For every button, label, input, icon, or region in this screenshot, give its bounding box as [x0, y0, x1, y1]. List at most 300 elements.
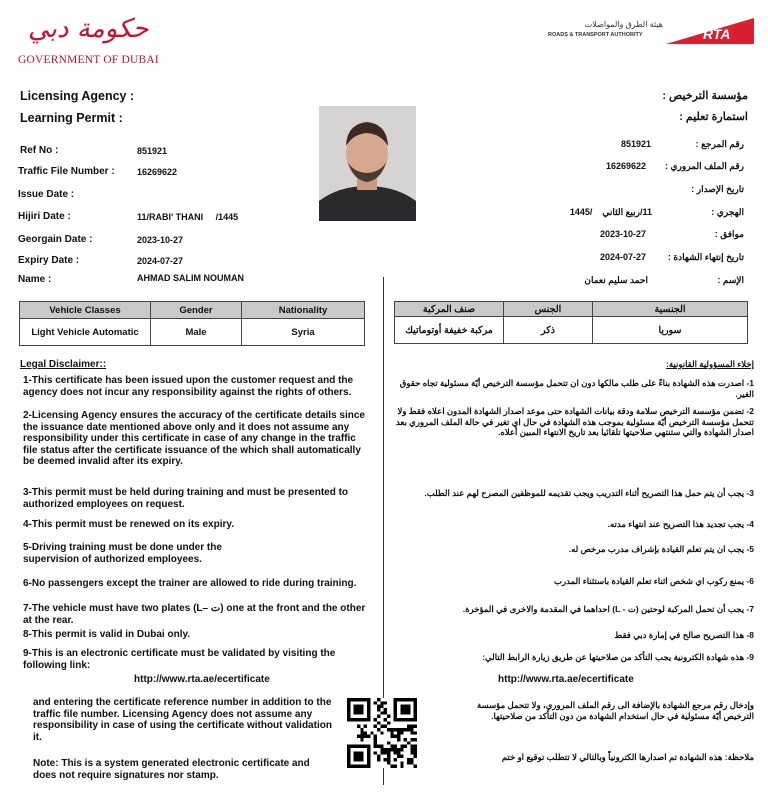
- th-vehicle-class-ar: صنف المركبة: [395, 302, 504, 317]
- rta-english-name: ROADS & TRANSPORT AUTHORITY: [548, 32, 643, 38]
- qr-module: [400, 765, 403, 768]
- disclaimer-item-3: [23, 487, 368, 510]
- disclaimer-item-2: [23, 410, 373, 468]
- qr-module: [410, 761, 413, 764]
- td-vehicle-class: Light Vehicle Automatic: [20, 319, 151, 346]
- qr-module: [414, 711, 417, 714]
- qr-module: [400, 705, 403, 708]
- qr-module: [387, 741, 390, 744]
- qr-module: [410, 738, 413, 741]
- holder-photo: [319, 106, 416, 221]
- qr-module: [347, 751, 350, 754]
- qr-module: [384, 701, 387, 704]
- qr-module: [357, 711, 360, 714]
- qr-module: [414, 715, 417, 718]
- qr-module: [400, 718, 403, 721]
- qr-module: [414, 705, 417, 708]
- disclaimer-item-7: [23, 603, 373, 626]
- qr-module: [360, 705, 363, 708]
- qr-module: [377, 705, 380, 708]
- disclaimer-ar-item-7: 7- يجب أن تحمل المركبة لوحتين (ت - L) احداهما في المقدمة والاخرى في المؤخرة.: [462, 604, 754, 614]
- qr-module: [407, 725, 410, 728]
- item-text: No passengers except the trainer are allowed to ride during training.: [31, 578, 357, 589]
- qr-module: [390, 731, 393, 734]
- qr-module: [354, 765, 357, 768]
- qr-module: [407, 741, 410, 744]
- disclaimer-title: Legal Disclaimer::: [20, 359, 107, 370]
- qr-module: [377, 745, 380, 748]
- qr-module: [394, 708, 397, 711]
- item-number: 8-: [23, 629, 32, 640]
- qr-module: [357, 758, 360, 761]
- qr-module: [414, 745, 417, 748]
- qr-module: [390, 728, 393, 731]
- qr-module: [410, 748, 413, 751]
- qr-module: [374, 701, 377, 704]
- person-photo-icon: [319, 106, 416, 221]
- learning-permit-label-ar: استمارة تعليم :: [679, 111, 748, 123]
- qr-module: [414, 751, 417, 754]
- item-text: This is an electronic certificate must be validated by visiting the following link:: [23, 648, 336, 671]
- disclaimer-ar-item-2: 2- تضمن مؤسسة الترخيص سلامة ودقة بيانات الشهادة حتى موعد اصدار الشهادة المدون اعلاه فقط ولا تتحمل مؤسسة الترخيص أيّة مسئولية بموجب هذه الشهادة في حال اي تغير في حالة الملف المروري بعد اصدار الشهادة والتي ستنتهي صلاحيتها تلقائيا بعد تاريخ الانتهاء المبين أعلاه.: [395, 406, 754, 437]
- item-number: 1-: [23, 375, 32, 386]
- qr-module: [347, 765, 350, 768]
- qr-module: [360, 731, 363, 734]
- item-number: 6-: [23, 578, 32, 589]
- expiry-date-label: Expiry Date :: [18, 255, 80, 266]
- qr-module: [390, 748, 393, 751]
- qr-module: [397, 735, 400, 738]
- qr-module: [414, 701, 417, 704]
- qr-module: [387, 721, 390, 724]
- qr-module: [360, 758, 363, 761]
- item-text: This permit is valid in Dubai only.: [31, 629, 191, 640]
- qr-module: [347, 745, 350, 748]
- td-nationality-ar: سوريا: [593, 317, 748, 344]
- qr-module: [367, 705, 370, 708]
- qr-module: [384, 748, 387, 751]
- qr-module: [414, 708, 417, 711]
- qr-module: [374, 725, 377, 728]
- qr-module: [367, 745, 370, 748]
- qr-module: [390, 735, 393, 738]
- qr-module: [407, 708, 410, 711]
- th-nationality-ar: الجنسية: [593, 302, 748, 317]
- qr-module: [364, 718, 367, 721]
- qr-module: [357, 705, 360, 708]
- qr-module: [360, 708, 363, 711]
- qr-module: [374, 745, 377, 748]
- qr-module: [394, 698, 397, 701]
- qr-module: [404, 728, 407, 731]
- qr-module: [380, 748, 383, 751]
- qr-module: [377, 721, 380, 724]
- qr-module: [394, 765, 397, 768]
- qr-module: [394, 751, 397, 754]
- disclaimer-item-6: [23, 578, 368, 590]
- disclaimer-ar-item-3: 3- يجب أن يتم حمل هذا التصريح أثناء التدريب ويجب تقديمه للموظفين المصرح لهم عند الطلب.: [424, 488, 754, 498]
- qr-module: [347, 718, 350, 721]
- qr-module: [367, 765, 370, 768]
- qr-module: [364, 731, 367, 734]
- qr-module: [407, 758, 410, 761]
- qr-module: [364, 698, 367, 701]
- disclaimer-title-ar: إخلاء المسؤولية القانونية:: [666, 359, 754, 369]
- qr-module: [384, 708, 387, 711]
- qr-module: [354, 708, 357, 711]
- qr-module: [374, 738, 377, 741]
- qr-module: [400, 755, 403, 758]
- qr-module: [360, 698, 363, 701]
- qr-module: [404, 711, 407, 714]
- qr-module: [400, 745, 403, 748]
- qr-module: [354, 758, 357, 761]
- traffic-file-value: 16269622: [137, 167, 178, 177]
- qr-module: [360, 718, 363, 721]
- traffic-file-value-ar: 16269622: [606, 161, 647, 171]
- disclaimer-footer-ar: وإدخال رقم مرجع الشهادة بالإضافة الى رقم الملف المروري، ولا تتحمل مؤسسة الترخيص أيّة مسئولية في حال استخدام الشهادة من دون التأكد من صلاحيتها.: [476, 700, 754, 721]
- qr-module: [414, 725, 417, 728]
- qr-module: [377, 758, 380, 761]
- name-label-ar: الإسم :: [717, 275, 744, 285]
- licensing-agency-label: Licensing Agency :: [20, 89, 135, 103]
- disclaimer-ar-item-5: 5- يجب ان يتم تعلم القيادة بإشراف مدرب مرخص له.: [568, 544, 754, 554]
- disclaimer-note-ar: ملاحظة: هذه الشهادة تم اصدارها الكترونياً وبالتالي لا تتطلب توقيع او ختم: [501, 752, 754, 762]
- qr-module: [367, 698, 370, 701]
- qr-module: [367, 755, 370, 758]
- qr-module: [367, 761, 370, 764]
- qr-module: [394, 711, 397, 714]
- qr-module: [400, 748, 403, 751]
- td-vehicle-class-ar: مركبة خفيفة أوتوماتيك: [395, 317, 504, 344]
- disclaimer-ar-item-8: 8- هذا التصريح صالح في إمارة دبي فقط: [614, 630, 754, 640]
- qr-module: [347, 761, 350, 764]
- rta-logo-text: RTA: [703, 26, 731, 42]
- qr-module: [394, 728, 397, 731]
- qr-module: [354, 711, 357, 714]
- qr-module: [404, 698, 407, 701]
- qr-code-icon: [347, 698, 417, 768]
- qr-module: [414, 738, 417, 741]
- qr-module: [400, 711, 403, 714]
- qr-module: [400, 708, 403, 711]
- qr-module: [397, 728, 400, 731]
- qr-module: [407, 705, 410, 708]
- qr-module: [350, 765, 353, 768]
- qr-module: [394, 718, 397, 721]
- ref-no-value-ar: 851921: [621, 139, 652, 149]
- qr-module: [410, 718, 413, 721]
- qr-module: [347, 698, 350, 701]
- qr-module: [384, 751, 387, 754]
- qr-module: [377, 728, 380, 731]
- item-text: Driving training must be done under the supervision of authorized employees.: [23, 542, 222, 565]
- qr-module: [407, 718, 410, 721]
- qr-module: [377, 715, 380, 718]
- qr-module: [394, 715, 397, 718]
- th-vehicle-classes: Vehicle Classes: [20, 302, 151, 319]
- qr-module: [357, 765, 360, 768]
- th-gender: Gender: [151, 302, 242, 319]
- qr-module: [354, 718, 357, 721]
- qr-module: [367, 758, 370, 761]
- qr-module: [414, 698, 417, 701]
- qr-module: [374, 718, 377, 721]
- qr-module: [400, 761, 403, 764]
- qr-module: [407, 698, 410, 701]
- qr-module: [364, 745, 367, 748]
- traffic-file-label: Traffic File Number :: [18, 166, 115, 177]
- licensing-agency-label-ar: مؤسسة الترخيص :: [662, 90, 748, 102]
- qr-module: [384, 758, 387, 761]
- qr-module: [354, 698, 357, 701]
- qr-module: [350, 698, 353, 701]
- qr-module: [390, 765, 393, 768]
- td-gender-ar: ذكر: [504, 317, 593, 344]
- ref-no-label: Ref No :: [20, 145, 59, 156]
- name-label: Name :: [18, 274, 52, 285]
- qr-module: [387, 728, 390, 731]
- qr-module: [357, 755, 360, 758]
- th-gender-ar: الجنس: [504, 302, 593, 317]
- qr-module: [360, 751, 363, 754]
- qr-module: [380, 725, 383, 728]
- qr-module: [410, 731, 413, 734]
- qr-module: [377, 698, 380, 701]
- qr-module: [367, 708, 370, 711]
- ref-no-value: 851921: [137, 146, 168, 156]
- georgain-date-label: Georgain Date :: [18, 234, 93, 245]
- qr-module: [367, 751, 370, 754]
- qr-module: [400, 698, 403, 701]
- qr-module: [410, 758, 413, 761]
- gov-name: GOVERNMENT OF DUBAI: [18, 54, 159, 66]
- qr-module: [364, 765, 367, 768]
- qr-module: [387, 761, 390, 764]
- disclaimer-item-8: [23, 629, 368, 641]
- qr-module: [414, 718, 417, 721]
- qr-module: [407, 728, 410, 731]
- qr-module: [347, 708, 350, 711]
- qr-module: [360, 711, 363, 714]
- qr-module: [380, 701, 383, 704]
- qr-module: [387, 755, 390, 758]
- qr-module: [390, 745, 393, 748]
- qr-module: [377, 708, 380, 711]
- ecertificate-link-en[interactable]: http://www.rta.ae/ecertificate: [134, 674, 270, 685]
- expiry-date-value: 2024-07-27: [137, 256, 184, 266]
- qr-module: [387, 751, 390, 754]
- ref-no-label-ar: رقم المرجع :: [695, 139, 744, 149]
- qr-module: [397, 731, 400, 734]
- qr-module: [357, 745, 360, 748]
- qr-module: [387, 715, 390, 718]
- issue-date-label-ar: تاريخ الإصدار :: [691, 184, 744, 194]
- qr-module: [404, 718, 407, 721]
- traffic-file-label-ar: رقم الملف المروري :: [664, 161, 744, 171]
- td-nationality: Syria: [242, 319, 365, 346]
- hijiri-date-label: Hijiri Date :: [18, 211, 71, 222]
- qr-module: [364, 725, 367, 728]
- qr-module: [367, 711, 370, 714]
- qr-module: [347, 715, 350, 718]
- qr-module: [370, 731, 373, 734]
- qr-module: [374, 741, 377, 744]
- qr-module: [410, 728, 413, 731]
- disclaimer-item-1: [23, 375, 368, 398]
- th-nationality: Nationality: [242, 302, 365, 319]
- item-text: This permit must be held during training and must be presented to authorized employees on request.: [23, 487, 349, 510]
- qr-module: [397, 751, 400, 754]
- qr-module: [404, 705, 407, 708]
- qr-module: [400, 731, 403, 734]
- qr-module: [410, 745, 413, 748]
- td-gender: Male: [151, 319, 242, 346]
- rta-logo: [548, 18, 754, 54]
- qr-module: [360, 735, 363, 738]
- verification-qr-code: [347, 698, 417, 768]
- qr-module: [347, 701, 350, 704]
- item-text: The vehicle must have two plates (L– ت) one at the front and the other at the rear.: [23, 603, 366, 626]
- qr-module: [357, 698, 360, 701]
- qr-module: [404, 745, 407, 748]
- qr-module: [394, 701, 397, 704]
- qr-module: [350, 718, 353, 721]
- qr-module: [374, 735, 377, 738]
- learning-permit-label: Learning Permit :: [20, 111, 123, 125]
- hijiri-date-value: 11/RABI' THANI /1445: [137, 212, 239, 222]
- qr-module: [384, 718, 387, 721]
- qr-module: [360, 738, 363, 741]
- qr-module: [380, 705, 383, 708]
- qr-module: [380, 745, 383, 748]
- qr-module: [397, 698, 400, 701]
- item-text: Licensing Agency ensures the accuracy of the certificate details since the issuance date mentioned above only and it does not assume any responsibility under this certificate in case of any change in the traffic file status after the certificate issuance of the which shall automatically be deemed invalid after its expiry.: [23, 410, 365, 467]
- qr-module: [410, 751, 413, 754]
- qr-module: [347, 705, 350, 708]
- qr-module: [414, 765, 417, 768]
- hijiri-label-ar: الهجري :: [711, 207, 744, 217]
- qr-module: [404, 738, 407, 741]
- qr-module: [357, 751, 360, 754]
- qr-module: [397, 738, 400, 741]
- item-number: 7-: [23, 603, 32, 614]
- expiry-label-ar: تاريخ إنتهاء الشهادة :: [667, 252, 744, 262]
- qr-module: [410, 698, 413, 701]
- qr-module: [414, 755, 417, 758]
- disclaimer-item-5: [23, 542, 253, 565]
- ecertificate-link-ar[interactable]: http://www.rta.ae/ecertificate: [498, 674, 634, 685]
- qr-module: [367, 748, 370, 751]
- qr-module: [354, 745, 357, 748]
- expiry-value-ar: 2024-07-27: [600, 252, 647, 262]
- hijiri-value-ar: 11/ربيع الثاني /1445: [569, 207, 652, 217]
- qr-module: [367, 715, 370, 718]
- qr-module: [367, 718, 370, 721]
- item-number: 3-: [23, 487, 32, 498]
- gov-logo-arabic: حكومة دبي: [28, 14, 149, 44]
- qr-module: [414, 748, 417, 751]
- qr-module: [407, 761, 410, 764]
- qr-module: [407, 711, 410, 714]
- qr-module: [360, 765, 363, 768]
- disclaimer-item-9: [23, 648, 343, 671]
- disclaimer-note-en: Note: This is a system generated electronic certificate and does not require signatures nor stamp.: [33, 758, 310, 781]
- qr-module: [397, 748, 400, 751]
- qr-module: [374, 751, 377, 754]
- qr-module: [380, 731, 383, 734]
- issue-date-label: Issue Date :: [18, 189, 75, 200]
- item-number: 9-: [23, 648, 32, 659]
- qr-module: [354, 755, 357, 758]
- qr-module: [394, 705, 397, 708]
- qr-module: [377, 755, 380, 758]
- qr-module: [387, 758, 390, 761]
- qr-module: [347, 748, 350, 751]
- gregorian-label-ar: موافق :: [714, 229, 744, 239]
- qr-module: [397, 755, 400, 758]
- item-text: This permit must be renewed on its expiry.: [31, 519, 234, 530]
- qr-module: [367, 735, 370, 738]
- qr-module: [380, 751, 383, 754]
- name-value-ar: احمد سليم نعمان: [584, 275, 648, 285]
- item-text: This certificate has been issued upon the customer request and the agency does not incur any responsibility against the rights of others.: [23, 375, 354, 398]
- qr-module: [360, 745, 363, 748]
- disclaimer-ar-item-1: 1- اصدرت هذه الشهادة بناءً على طلب مالكها دون ان تتحمل مؤسسة الترخيص أيّة مسئولية تجاه حقوق الغير.: [399, 378, 754, 399]
- qr-module: [394, 758, 397, 761]
- qr-module: [400, 728, 403, 731]
- qr-module: [357, 718, 360, 721]
- qr-module: [394, 745, 397, 748]
- name-value: AHMAD SALIM NOUMAN: [137, 273, 244, 283]
- disclaimer-footer-en: and entering the certificate reference number in addition to the traffic file number. Licensing Agency does not assume any responsibility in case of using the certificate without validation it.: [33, 697, 332, 743]
- vehicle-table-ar: [394, 301, 748, 344]
- disclaimer-ar-item-9: 9- هذه شهادة الكترونية يجب التأكد من صلاحيتها عن طريق زيارة الرابط التالي:: [482, 652, 754, 662]
- qr-module: [404, 708, 407, 711]
- vehicle-table-en: [19, 301, 365, 346]
- gregorian-value-ar: 2023-10-27: [600, 229, 647, 239]
- disclaimer-ar-item-6: 6- يمنع ركوب اي شخص اثناء تعلم القيادة باستثناء المدرب: [553, 576, 754, 586]
- qr-module: [380, 711, 383, 714]
- qr-module: [364, 735, 367, 738]
- qr-module: [410, 725, 413, 728]
- qr-module: [357, 725, 360, 728]
- qr-module: [360, 755, 363, 758]
- qr-module: [387, 748, 390, 751]
- qr-module: [394, 748, 397, 751]
- item-number: 5-: [23, 542, 32, 553]
- georgain-date-value: 2023-10-27: [137, 235, 184, 245]
- qr-module: [394, 735, 397, 738]
- disclaimer-item-4: [23, 519, 368, 531]
- qr-module: [397, 718, 400, 721]
- qr-module: [347, 758, 350, 761]
- qr-module: [347, 711, 350, 714]
- qr-module: [357, 708, 360, 711]
- qr-module: [357, 735, 360, 738]
- qr-module: [384, 711, 387, 714]
- disclaimer-ar-item-4: 4- يجب تجديد هذا التصريح عند انتهاء مدته.: [607, 519, 754, 529]
- qr-module: [354, 705, 357, 708]
- qr-module: [347, 755, 350, 758]
- qr-module: [414, 731, 417, 734]
- government-of-dubai-logo: [18, 14, 158, 70]
- qr-module: [384, 725, 387, 728]
- item-number: 2-: [23, 410, 32, 421]
- qr-module: [350, 745, 353, 748]
- rta-arabic-name: هيئة الطرق والمواصلات: [584, 20, 663, 29]
- qr-module: [354, 751, 357, 754]
